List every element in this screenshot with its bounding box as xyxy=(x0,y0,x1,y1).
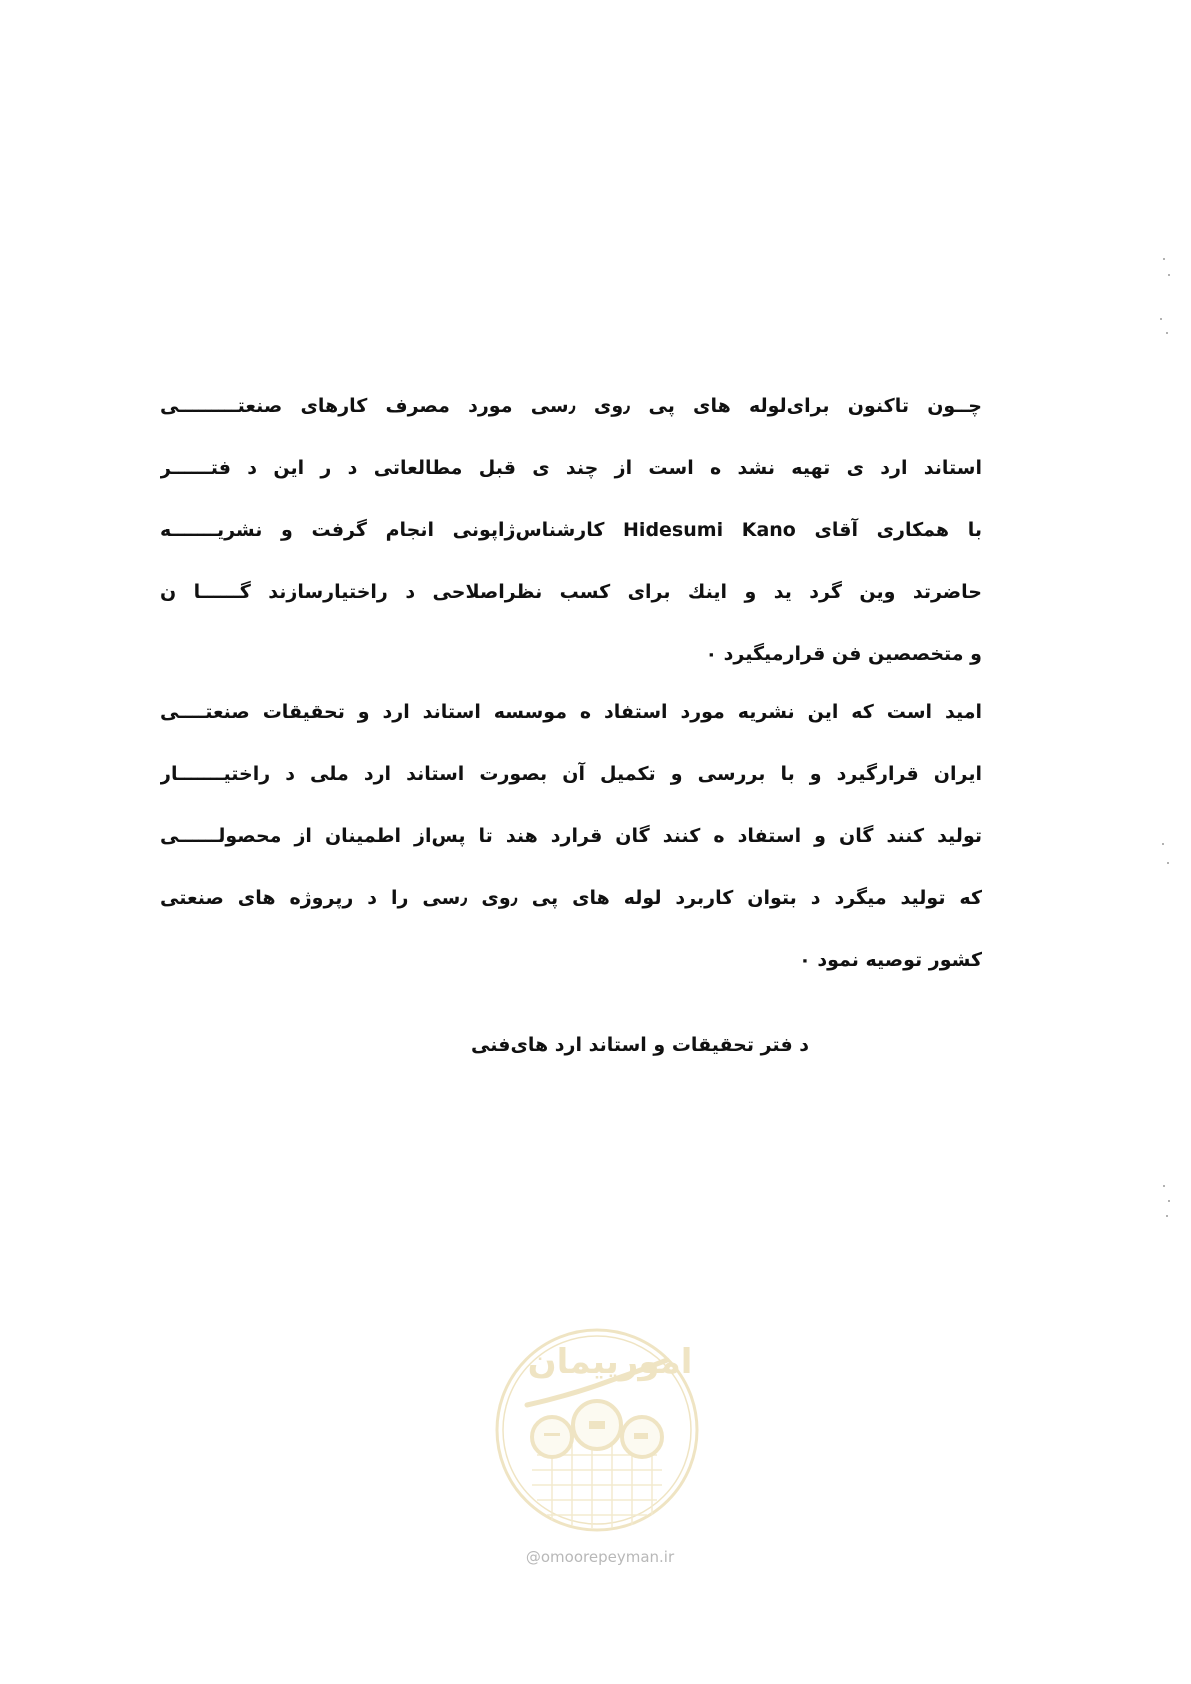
scan-speck xyxy=(1166,332,1168,334)
text-line-9: که تولید میگرد د بتوان کاربرد لوله های پی ٫وی ٫سی را د رپروژه های صنعتی xyxy=(160,887,982,909)
text-line-6: امید است که این نشریه مورد استفاد ه موسسه استاند ارد و تحقیقات صنعتــــی xyxy=(160,701,982,723)
text-line-7: ایران قرارگیرد و با بررسی و تکمیل آن بصورت استاند ارد ملی د راختیـــــــار xyxy=(160,763,982,785)
body-text xyxy=(160,375,982,991)
watermark-caption: @omoorepeyman.ir xyxy=(525,1548,675,1566)
scan-speck xyxy=(1160,318,1162,320)
text-line-5: و متخصصین فن قرارمیگیرد ٠ xyxy=(705,643,982,665)
scan-speck xyxy=(1168,274,1170,276)
text-line-10: کشور توصیه نمود ٠ xyxy=(799,949,982,971)
text-line-1: چــون تاکنون برای‌لوله های پی ٫وی ٫سی مورد مصرف کارهای صنعتـــــــــی xyxy=(160,395,982,417)
scan-speck xyxy=(1166,1215,1168,1217)
scan-speck xyxy=(1163,1185,1165,1187)
scan-speck xyxy=(1163,258,1165,260)
scan-speck xyxy=(1168,1200,1170,1202)
text-line-3: با همکاری آقای Hidesumi Kano کارشناس‌ژاپونی انجام گرفت و نشریـــــــه xyxy=(160,519,982,541)
signature-office: د فتر تحقیقات و استاند ارد های‌فنی xyxy=(471,1034,809,1056)
watermark-logo-icon xyxy=(492,1325,702,1535)
text-line-4: حاضرتد وین گرد ید و اینك برای کسب نظراصلاحی د راختیارسازند گــــــا ن xyxy=(160,581,982,603)
text-line-2: استاند ارد ی تهیه نشد ه است از چند ی قبل مطالعاتی د ر این د فتــــــر xyxy=(160,457,982,479)
text-line-8: تولید کنند گان و استفاد ه کنند گان قرارد هند تا پس‌از اطمینان از محصولــــــی xyxy=(160,825,982,847)
watermark-logo-text: امورپیمان xyxy=(527,1342,693,1382)
scan-speck xyxy=(1162,843,1164,845)
scan-speck xyxy=(1167,862,1169,864)
